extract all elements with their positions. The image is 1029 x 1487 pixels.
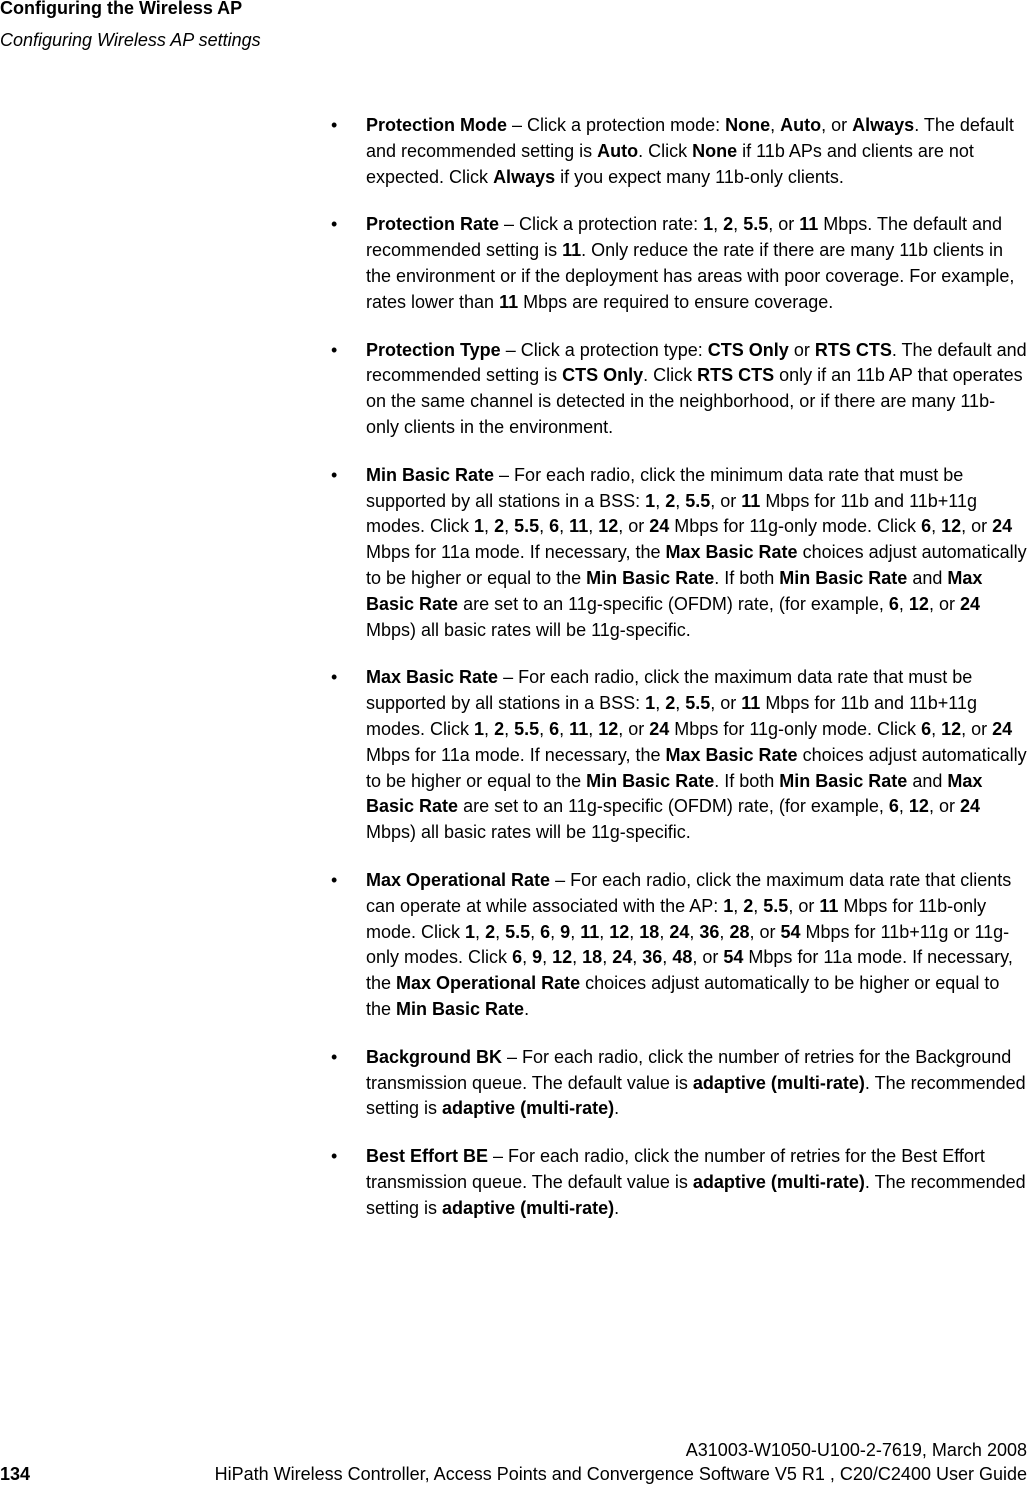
bold-term: adaptive (multi-rate) xyxy=(442,1197,615,1218)
list-item-text xyxy=(366,1045,1027,1122)
text-run: . The default and recommended setting is xyxy=(366,115,1014,161)
bold-term: 5.5 xyxy=(505,921,531,942)
bullet-icon: • xyxy=(331,667,338,688)
text-run: or xyxy=(788,339,815,360)
bold-term: 11 xyxy=(741,693,761,714)
bold-term: 12 xyxy=(941,516,962,537)
text-run: , or xyxy=(710,693,742,714)
bold-term: 12 xyxy=(609,921,630,942)
list-item xyxy=(331,338,1027,441)
text-run: , xyxy=(733,214,744,235)
text-run: . Only reduce the rate if there are many 11b clients in the environment or if the deployment has areas with poor coverage. For example, rates lower than xyxy=(366,240,1015,312)
bold-term: Protection Mode xyxy=(366,115,508,135)
text-run: are set to an 11g-specific (OFDM) rate, (for example, xyxy=(458,796,889,817)
text-run: , xyxy=(655,693,666,714)
text-run: , xyxy=(495,921,506,942)
bold-term: Protection Type xyxy=(366,339,501,360)
bold-term: 1 xyxy=(723,895,734,916)
text-run: Mbps for 11b and 11b+11g modes. Click xyxy=(366,693,977,739)
bullet-icon: • xyxy=(331,339,338,360)
text-run: , xyxy=(632,947,643,968)
bold-term: 18 xyxy=(582,947,603,968)
bold-term: None xyxy=(725,115,771,135)
text-run: . The recommended setting is xyxy=(366,1171,1026,1218)
list-item xyxy=(331,463,1027,644)
bold-term: 5.5 xyxy=(514,516,540,537)
bullet-icon: • xyxy=(331,115,338,135)
text-run: . The default and recommended setting is xyxy=(366,339,1027,386)
text-run: , xyxy=(602,947,613,968)
bold-term: 11 xyxy=(569,516,589,537)
footer-title: HiPath Wireless Controller, Access Points and Convergence Software V5 R1 , C20/C2400 User Guide xyxy=(214,1464,1027,1484)
text-run: , xyxy=(898,593,909,614)
bold-term: 2 xyxy=(665,693,676,714)
list-item-text xyxy=(366,212,1027,315)
bold-term: 24 xyxy=(959,593,980,614)
bold-term: Auto xyxy=(780,115,822,135)
text-run: Mbps. The default and recommended setting is xyxy=(366,214,1003,261)
bold-term: 6 xyxy=(549,516,560,537)
bold-term: 9 xyxy=(532,947,543,968)
bold-term: 9 xyxy=(560,921,571,942)
bold-term: 11 xyxy=(741,490,761,511)
text-run: , xyxy=(539,516,550,537)
bold-term: Min Basic Rate xyxy=(586,770,715,791)
bold-term: RTS CTS xyxy=(697,365,775,386)
text-run: – For each radio, click the maximum data rate that must be supported by all stations in a BSS: xyxy=(366,667,973,714)
text-run: Mbps for 11b and 11b+11g modes. Click xyxy=(366,490,977,537)
bold-term: 2 xyxy=(494,718,505,739)
text-run: choices adjust automatically to be higher or equal to the xyxy=(366,542,1027,588)
bold-term: 12 xyxy=(908,593,929,614)
bold-term: 11 xyxy=(569,718,589,739)
bullet-icon: • xyxy=(331,214,338,235)
list-item-text xyxy=(366,113,1027,190)
text-run: and xyxy=(907,567,948,588)
text-run: if 11b APs and clients are not expected. Click xyxy=(366,140,974,187)
bold-term: 6 xyxy=(888,796,899,817)
text-run: Mbps for 11a mode. If necessary, the xyxy=(366,542,666,563)
text-run: – For each radio, click the minimum data rate that must be supported by all stations in a BSS: xyxy=(366,464,964,511)
text-run: – Click a protection rate: xyxy=(499,214,704,235)
bullet-icon: • xyxy=(331,1046,338,1067)
text-run: , xyxy=(588,718,599,739)
text-run: Mbps for 11b-only mode. Click xyxy=(366,895,987,942)
text-run: Mbps) all basic rates will be 11g-specific. xyxy=(366,822,691,843)
text-run: , xyxy=(475,921,486,942)
list-item xyxy=(331,1144,1027,1221)
bold-term: 2 xyxy=(665,490,676,511)
bold-term: Max Operational Rate xyxy=(366,869,551,890)
bold-term: 2 xyxy=(743,895,754,916)
bold-term: 5.5 xyxy=(685,490,711,511)
bold-term: 6 xyxy=(549,718,560,739)
text-run: , xyxy=(588,516,599,537)
text-run: only if an 11b AP that operates on the same channel is detected in the neighborhood, or if there are many 11b-only clients in the environment. xyxy=(366,365,1023,437)
list-item-text xyxy=(366,868,1027,1023)
list-item xyxy=(331,868,1027,1023)
bold-term: 24 xyxy=(992,516,1013,537)
bold-term: 11 xyxy=(819,895,839,916)
bold-term: Min Basic Rate xyxy=(586,567,715,588)
text-run: , or xyxy=(821,115,853,135)
bold-term: 18 xyxy=(639,921,660,942)
bold-term: Min Basic Rate xyxy=(779,567,908,588)
text-run: , xyxy=(689,921,700,942)
bold-term: 11 xyxy=(580,921,600,942)
text-run: , xyxy=(931,516,942,537)
text-run: , xyxy=(662,947,673,968)
text-run: , xyxy=(504,718,515,739)
chapter-title: Configuring the Wireless AP xyxy=(0,0,243,18)
bold-term: 2 xyxy=(494,516,505,537)
text-run: . The recommended setting is xyxy=(366,1072,1026,1119)
bold-term: 2 xyxy=(485,921,496,942)
bold-term: Max Basic Rate xyxy=(665,744,798,765)
bold-term: 1 xyxy=(645,693,656,714)
bold-term: 24 xyxy=(992,718,1013,739)
bold-term: 24 xyxy=(649,718,670,739)
bold-term: 24 xyxy=(669,921,690,942)
bold-term: Protection Rate xyxy=(366,214,500,235)
text-run: , or xyxy=(928,593,960,614)
bold-term: None xyxy=(692,140,738,161)
text-run: . Click xyxy=(638,140,693,161)
text-run: , xyxy=(770,115,781,135)
section-subtitle: Configuring Wireless AP settings xyxy=(0,30,261,50)
text-run: Mbps for 11g-only mode. Click xyxy=(669,516,922,537)
text-run: , xyxy=(753,895,764,916)
bold-term: 1 xyxy=(645,490,656,511)
bold-term: Best Effort BE xyxy=(366,1146,489,1167)
text-run: – For each radio, click the number of retries for the Background transmission queue. The default value is xyxy=(366,1046,1012,1093)
bullet-icon: • xyxy=(331,1146,338,1167)
text-run: Mbps for 11a mode. If necessary, the xyxy=(366,744,666,765)
text-run: , xyxy=(659,921,670,942)
bold-term: 12 xyxy=(552,947,573,968)
bold-term: adaptive (multi-rate) xyxy=(692,1072,865,1093)
list-item-text xyxy=(366,463,1027,644)
text-run: Mbps for 11a mode. If necessary, the xyxy=(366,947,1013,994)
bold-term: 12 xyxy=(941,718,962,739)
bold-term: 12 xyxy=(598,718,619,739)
text-run: . xyxy=(524,998,530,1019)
bold-term: 24 xyxy=(649,516,670,537)
bold-term: 48 xyxy=(672,947,693,968)
bold-term: 5.5 xyxy=(685,693,711,714)
text-run: , xyxy=(550,921,561,942)
bold-term: 1 xyxy=(703,214,714,235)
bold-term: Min Basic Rate xyxy=(366,464,495,485)
bold-term: Max Basic Rate xyxy=(366,770,983,817)
text-run: , xyxy=(504,516,515,537)
bold-term: 12 xyxy=(598,516,619,537)
text-run: , xyxy=(559,516,570,537)
bold-term: 6 xyxy=(921,718,932,739)
text-run: , xyxy=(542,947,553,968)
bold-term: 2 xyxy=(723,214,734,235)
text-run: , xyxy=(559,718,570,739)
list-item xyxy=(331,665,1027,846)
text-run: – Click a protection type: xyxy=(500,339,708,360)
document-code: A31003-W1050-U100-2-7619, March 2008 xyxy=(685,1440,1027,1460)
text-run: , or xyxy=(961,718,993,739)
bold-term: Max Basic Rate xyxy=(366,567,983,614)
text-run: Mbps) all basic rates will be 11g-specific. xyxy=(366,619,691,640)
bold-term: 5.5 xyxy=(514,718,540,739)
bold-term: Background BK xyxy=(366,1046,503,1067)
text-run: , xyxy=(530,921,541,942)
page-number: 134 xyxy=(0,1464,31,1484)
bold-term: adaptive (multi-rate) xyxy=(442,1098,615,1119)
bold-term: 24 xyxy=(612,947,633,968)
bold-term: Max Basic Rate xyxy=(366,667,499,688)
text-run: , xyxy=(675,693,686,714)
list-item xyxy=(331,113,1027,190)
bold-term: 11 xyxy=(499,291,519,312)
text-run: , xyxy=(898,796,909,817)
bold-term: 1 xyxy=(474,718,485,739)
text-run: . If both xyxy=(714,567,780,588)
text-run: , xyxy=(522,947,533,968)
bold-term: 28 xyxy=(729,921,750,942)
bold-term: 6 xyxy=(921,516,932,537)
text-run: , xyxy=(599,921,610,942)
text-run: – For each radio, click the maximum data rate that clients can operate at while associated with the AP: xyxy=(366,869,1012,916)
bold-term: Always xyxy=(852,115,915,135)
text-run: are set to an 11g-specific (OFDM) rate, (for example, xyxy=(458,593,889,614)
text-run: , xyxy=(733,895,744,916)
text-run: Mbps for 11b+11g or 11g-only modes. Click xyxy=(366,921,1010,968)
bold-term: 5.5 xyxy=(743,214,769,235)
bold-term: adaptive (multi-rate) xyxy=(692,1171,865,1192)
text-run: . If both xyxy=(714,770,780,791)
text-run: , xyxy=(931,718,942,739)
bold-term: 11 xyxy=(562,240,582,261)
bold-term: 54 xyxy=(723,947,744,968)
text-run: – Click a protection mode: xyxy=(507,115,726,135)
text-run: , xyxy=(629,921,640,942)
bold-term: CTS Only xyxy=(562,365,644,386)
bold-term: Max Operational Rate xyxy=(396,973,581,994)
bold-term: 54 xyxy=(780,921,801,942)
text-run: , or xyxy=(618,718,650,739)
bold-term: Auto xyxy=(597,140,639,161)
bold-term: 36 xyxy=(699,921,720,942)
list-item xyxy=(331,212,1027,315)
text-run: , or xyxy=(928,796,960,817)
bullet-icon: • xyxy=(331,464,338,485)
text-run: , or xyxy=(710,490,742,511)
text-run: , xyxy=(719,921,730,942)
bold-term: 6 xyxy=(888,593,899,614)
text-run: . xyxy=(614,1197,620,1218)
text-run: , xyxy=(572,947,583,968)
text-run: , or xyxy=(788,895,820,916)
text-run: , or xyxy=(749,921,781,942)
text-run: if you expect many 11b-only clients. xyxy=(555,166,844,187)
text-run: , or xyxy=(618,516,650,537)
text-run: and xyxy=(907,770,948,791)
bold-term: 6 xyxy=(512,947,523,968)
text-run: Mbps for 11g-only mode. Click xyxy=(669,718,922,739)
bold-term: 36 xyxy=(642,947,663,968)
text-run: Mbps are required to ensure coverage. xyxy=(518,291,834,312)
bold-term: Min Basic Rate xyxy=(779,770,908,791)
bold-term: Min Basic Rate xyxy=(396,998,525,1019)
bold-term: 12 xyxy=(908,796,929,817)
list-item-text xyxy=(366,1144,1027,1221)
text-run: , xyxy=(484,516,495,537)
bold-term: CTS Only xyxy=(707,339,789,360)
text-run: , xyxy=(655,490,666,511)
text-run: , xyxy=(713,214,724,235)
text-run: – For each radio, click the number of retries for the Best Effort transmission queue. The default value is xyxy=(366,1146,985,1192)
bold-term: Max Basic Rate xyxy=(665,542,798,563)
text-run: , or xyxy=(692,947,724,968)
text-run: , xyxy=(570,921,581,942)
list-item-text xyxy=(366,665,1027,846)
bold-term: Always xyxy=(493,166,556,187)
text-run: , xyxy=(675,490,686,511)
bold-term: 1 xyxy=(474,516,485,537)
text-run: . xyxy=(614,1098,620,1119)
list-item-text xyxy=(366,338,1027,441)
text-run: , xyxy=(484,718,495,739)
list-item xyxy=(331,1045,1027,1122)
bullet-icon: • xyxy=(331,869,338,890)
bold-term: RTS CTS xyxy=(814,339,892,360)
bold-term: 5.5 xyxy=(763,895,789,916)
bold-term: 6 xyxy=(540,921,551,942)
text-run: , or xyxy=(768,214,800,235)
text-run: , xyxy=(539,718,550,739)
bold-term: 1 xyxy=(465,921,476,942)
bold-term: 24 xyxy=(959,796,980,817)
text-run: choices adjust automatically to be higher or equal to the xyxy=(366,744,1027,791)
settings-list xyxy=(331,113,1027,1243)
text-run: . Click xyxy=(643,365,698,386)
text-run: choices adjust automatically to be higher or equal to the xyxy=(366,973,1000,1019)
bold-term: 11 xyxy=(799,214,819,235)
text-run: , or xyxy=(961,516,993,537)
